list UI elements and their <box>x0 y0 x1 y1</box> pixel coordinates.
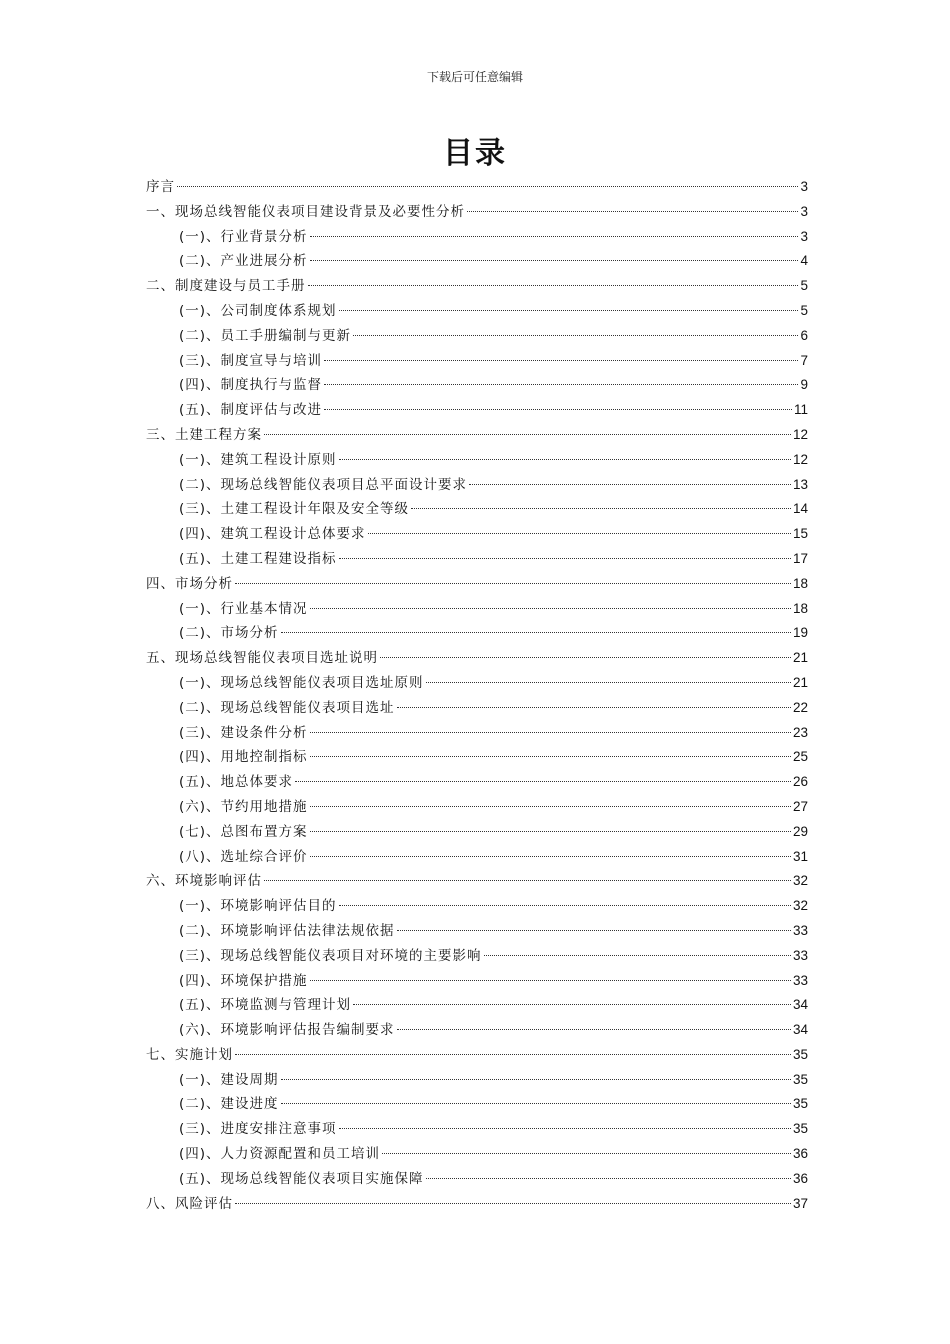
toc-entry[interactable] <box>146 1192 808 1217</box>
toc-page-number: 35 <box>792 1096 808 1112</box>
toc-dot-leader <box>339 543 791 559</box>
toc-dot-leader <box>310 221 799 237</box>
toc-dot-leader <box>281 1088 791 1104</box>
toc-page-number: 35 <box>792 1046 808 1062</box>
toc-entry-label: (二)、现场总线智能仪表项目总平面设计要求 <box>179 476 468 493</box>
toc-dot-leader <box>397 692 791 708</box>
toc-dot-leader <box>411 493 791 509</box>
toc-page-number: 9 <box>800 377 808 393</box>
toc-page-number: 5 <box>800 278 808 294</box>
toc-page-number: 3 <box>800 228 808 244</box>
toc-entry-label: (七)、总图布置方案 <box>179 823 308 840</box>
toc-dot-leader <box>235 568 791 584</box>
toc-page-number: 22 <box>792 699 808 715</box>
toc-dot-leader <box>426 667 791 683</box>
toc-page-number: 11 <box>793 402 808 418</box>
toc-entry-label: (二)、员工手册编制与更新 <box>179 327 352 344</box>
toc-page-number: 5 <box>800 302 808 318</box>
toc-entry-label: (五)、制度评估与改进 <box>179 402 323 419</box>
toc-page-number: 26 <box>792 774 808 790</box>
toc-page-number: 35 <box>792 1071 808 1087</box>
toc-page-number: 33 <box>792 972 808 988</box>
toc-page-number: 36 <box>792 1170 808 1186</box>
toc-dot-leader <box>339 295 799 311</box>
toc-dot-leader <box>310 717 791 733</box>
page-header: 下载后可任意编辑 <box>426 70 523 84</box>
toc-dot-leader <box>339 444 791 460</box>
toc-page-number: 18 <box>792 575 808 591</box>
toc-dot-leader <box>264 865 791 881</box>
toc-page-number: 19 <box>792 625 808 641</box>
toc-page-number: 37 <box>792 1195 808 1211</box>
toc-page-number: 18 <box>792 600 808 616</box>
toc-entry-label: (五)、土建工程建设指标 <box>179 550 337 567</box>
toc-page-number: 14 <box>792 501 808 517</box>
toc-entry-label: (二)、产业进展分析 <box>179 253 308 270</box>
toc-page-number: 23 <box>792 724 808 740</box>
toc-dot-leader <box>353 989 791 1005</box>
toc-entry-label: (四)、制度执行与监督 <box>179 377 323 394</box>
toc-entry-label: (二)、市场分析 <box>179 625 279 642</box>
toc-page-number: 3 <box>800 179 808 194</box>
toc-entry-label: 四、市场分析 <box>146 575 233 592</box>
toc-entry-label: (一)、行业背景分析 <box>179 228 308 245</box>
toc-dot-leader <box>339 1113 791 1129</box>
toc-entry-label: (一)、建设周期 <box>179 1071 279 1088</box>
toc-entry-label: (一)、行业基本情况 <box>179 600 308 617</box>
toc-page-number: 7 <box>800 352 808 368</box>
page-title: 目录 <box>443 136 507 171</box>
toc-entry-label: (四)、环境保护措施 <box>179 972 308 989</box>
toc-page-number: 32 <box>792 898 808 914</box>
toc-page-number: 3 <box>800 203 808 219</box>
toc-dot-leader <box>484 940 791 956</box>
toc-entry-label: (二)、建设进度 <box>179 1096 279 1113</box>
toc-entry-label: 五、现场总线智能仪表项目选址说明 <box>146 650 378 667</box>
toc-dot-leader <box>295 766 791 782</box>
toc-dot-leader <box>353 320 798 336</box>
toc-entry-label: (四)、建筑工程设计总体要求 <box>179 526 366 543</box>
toc-dot-leader <box>281 617 791 633</box>
toc-page-number: 33 <box>792 922 808 938</box>
toc-dot-leader <box>308 270 799 286</box>
toc-page-number: 17 <box>792 550 808 566</box>
toc-dot-leader <box>469 469 791 485</box>
toc-page-number: 36 <box>792 1146 808 1162</box>
toc-dot-leader <box>310 791 791 807</box>
toc-entry-label: 八、风险评估 <box>146 1195 233 1212</box>
toc-dot-leader <box>310 741 791 757</box>
toc-page-number: 21 <box>792 650 808 666</box>
toc-entry-label: (三)、建设条件分析 <box>179 724 308 741</box>
toc-dot-leader <box>281 1064 791 1080</box>
toc-page-number: 32 <box>792 873 808 889</box>
toc-entry-label: (一)、现场总线智能仪表项目选址原则 <box>179 674 424 691</box>
toc-entry-label: 一、现场总线智能仪表项目建设背景及必要性分析 <box>146 203 465 220</box>
toc-entry-label: (五)、环境监测与管理计划 <box>179 997 352 1014</box>
toc-entry-label: (一)、建筑工程设计原则 <box>179 451 337 468</box>
toc-dot-leader <box>380 642 791 658</box>
toc-page-number: 21 <box>792 674 808 690</box>
toc-entry-label: (二)、现场总线智能仪表项目选址 <box>179 699 395 716</box>
toc-dot-leader <box>382 1138 791 1154</box>
toc-dot-leader <box>177 171 798 187</box>
toc-dot-leader <box>310 841 791 857</box>
toc-entry-label: (六)、环境影响评估报告编制要求 <box>179 1022 395 1039</box>
toc-page-number: 12 <box>792 451 808 467</box>
toc-page-number: 27 <box>792 798 808 814</box>
toc-entry-label: 七、实施计划 <box>146 1046 233 1063</box>
toc-entry-label: (五)、现场总线智能仪表项目实施保障 <box>179 1170 424 1187</box>
toc-entry-label: (三)、土建工程设计年限及安全等级 <box>179 501 410 518</box>
toc-page-number: 31 <box>792 848 808 864</box>
toc-entry-label: (二)、环境影响评估法律法规依据 <box>179 922 395 939</box>
toc-entry-label: (三)、制度宣导与培训 <box>179 352 323 369</box>
toc-entry-label: (六)、节约用地措施 <box>179 798 308 815</box>
toc-page-number: 34 <box>792 997 808 1013</box>
toc-dot-leader <box>324 345 798 361</box>
toc-page-number: 29 <box>792 823 808 839</box>
toc-page-number: 34 <box>792 1022 808 1038</box>
toc-dot-leader <box>339 890 791 906</box>
toc-entry-label: (三)、现场总线智能仪表项目对环境的主要影响 <box>179 947 482 964</box>
toc-dot-leader <box>235 1188 791 1204</box>
toc-entry-label: (三)、进度安排注意事项 <box>179 1121 337 1138</box>
toc-page-number: 25 <box>792 749 808 765</box>
toc-page-number: 12 <box>792 426 808 442</box>
toc-dot-leader <box>397 915 791 931</box>
toc-dot-leader <box>467 196 798 212</box>
toc-dot-leader <box>310 245 799 261</box>
toc-entry-label: 二、制度建设与员工手册 <box>146 278 306 295</box>
toc-entry-label: 序言 <box>146 179 175 195</box>
toc-entry-label: (四)、人力资源配置和员工培训 <box>179 1146 381 1163</box>
toc-page-number: 13 <box>792 476 808 492</box>
toc-entry-label: 三、土建工程方案 <box>146 426 262 443</box>
toc-page-number: 6 <box>800 327 808 343</box>
toc-page-number: 33 <box>792 947 808 963</box>
toc-page-number: 35 <box>792 1121 808 1137</box>
toc-dot-leader <box>310 593 791 609</box>
toc-entry-label: (一)、公司制度体系规划 <box>179 302 337 319</box>
toc-dot-leader <box>426 1163 791 1179</box>
table-of-contents <box>146 175 808 1216</box>
toc-dot-leader <box>264 419 791 435</box>
toc-dot-leader <box>235 1039 791 1055</box>
toc-entry-label: 六、环境影响评估 <box>146 873 262 890</box>
toc-dot-leader <box>368 518 791 534</box>
toc-entry-label: (八)、选址综合评价 <box>179 848 308 865</box>
toc-entry-label: (四)、用地控制指标 <box>179 749 308 766</box>
toc-dot-leader <box>397 1014 791 1030</box>
toc-dot-leader <box>324 369 798 385</box>
toc-dot-leader <box>310 965 791 981</box>
toc-entry-label: (一)、环境影响评估目的 <box>179 898 337 915</box>
toc-dot-leader <box>310 816 791 832</box>
toc-page-number: 4 <box>800 253 808 269</box>
toc-dot-leader <box>324 394 792 410</box>
toc-page-number: 15 <box>792 526 808 542</box>
toc-entry-label: (五)、地总体要求 <box>179 774 294 791</box>
